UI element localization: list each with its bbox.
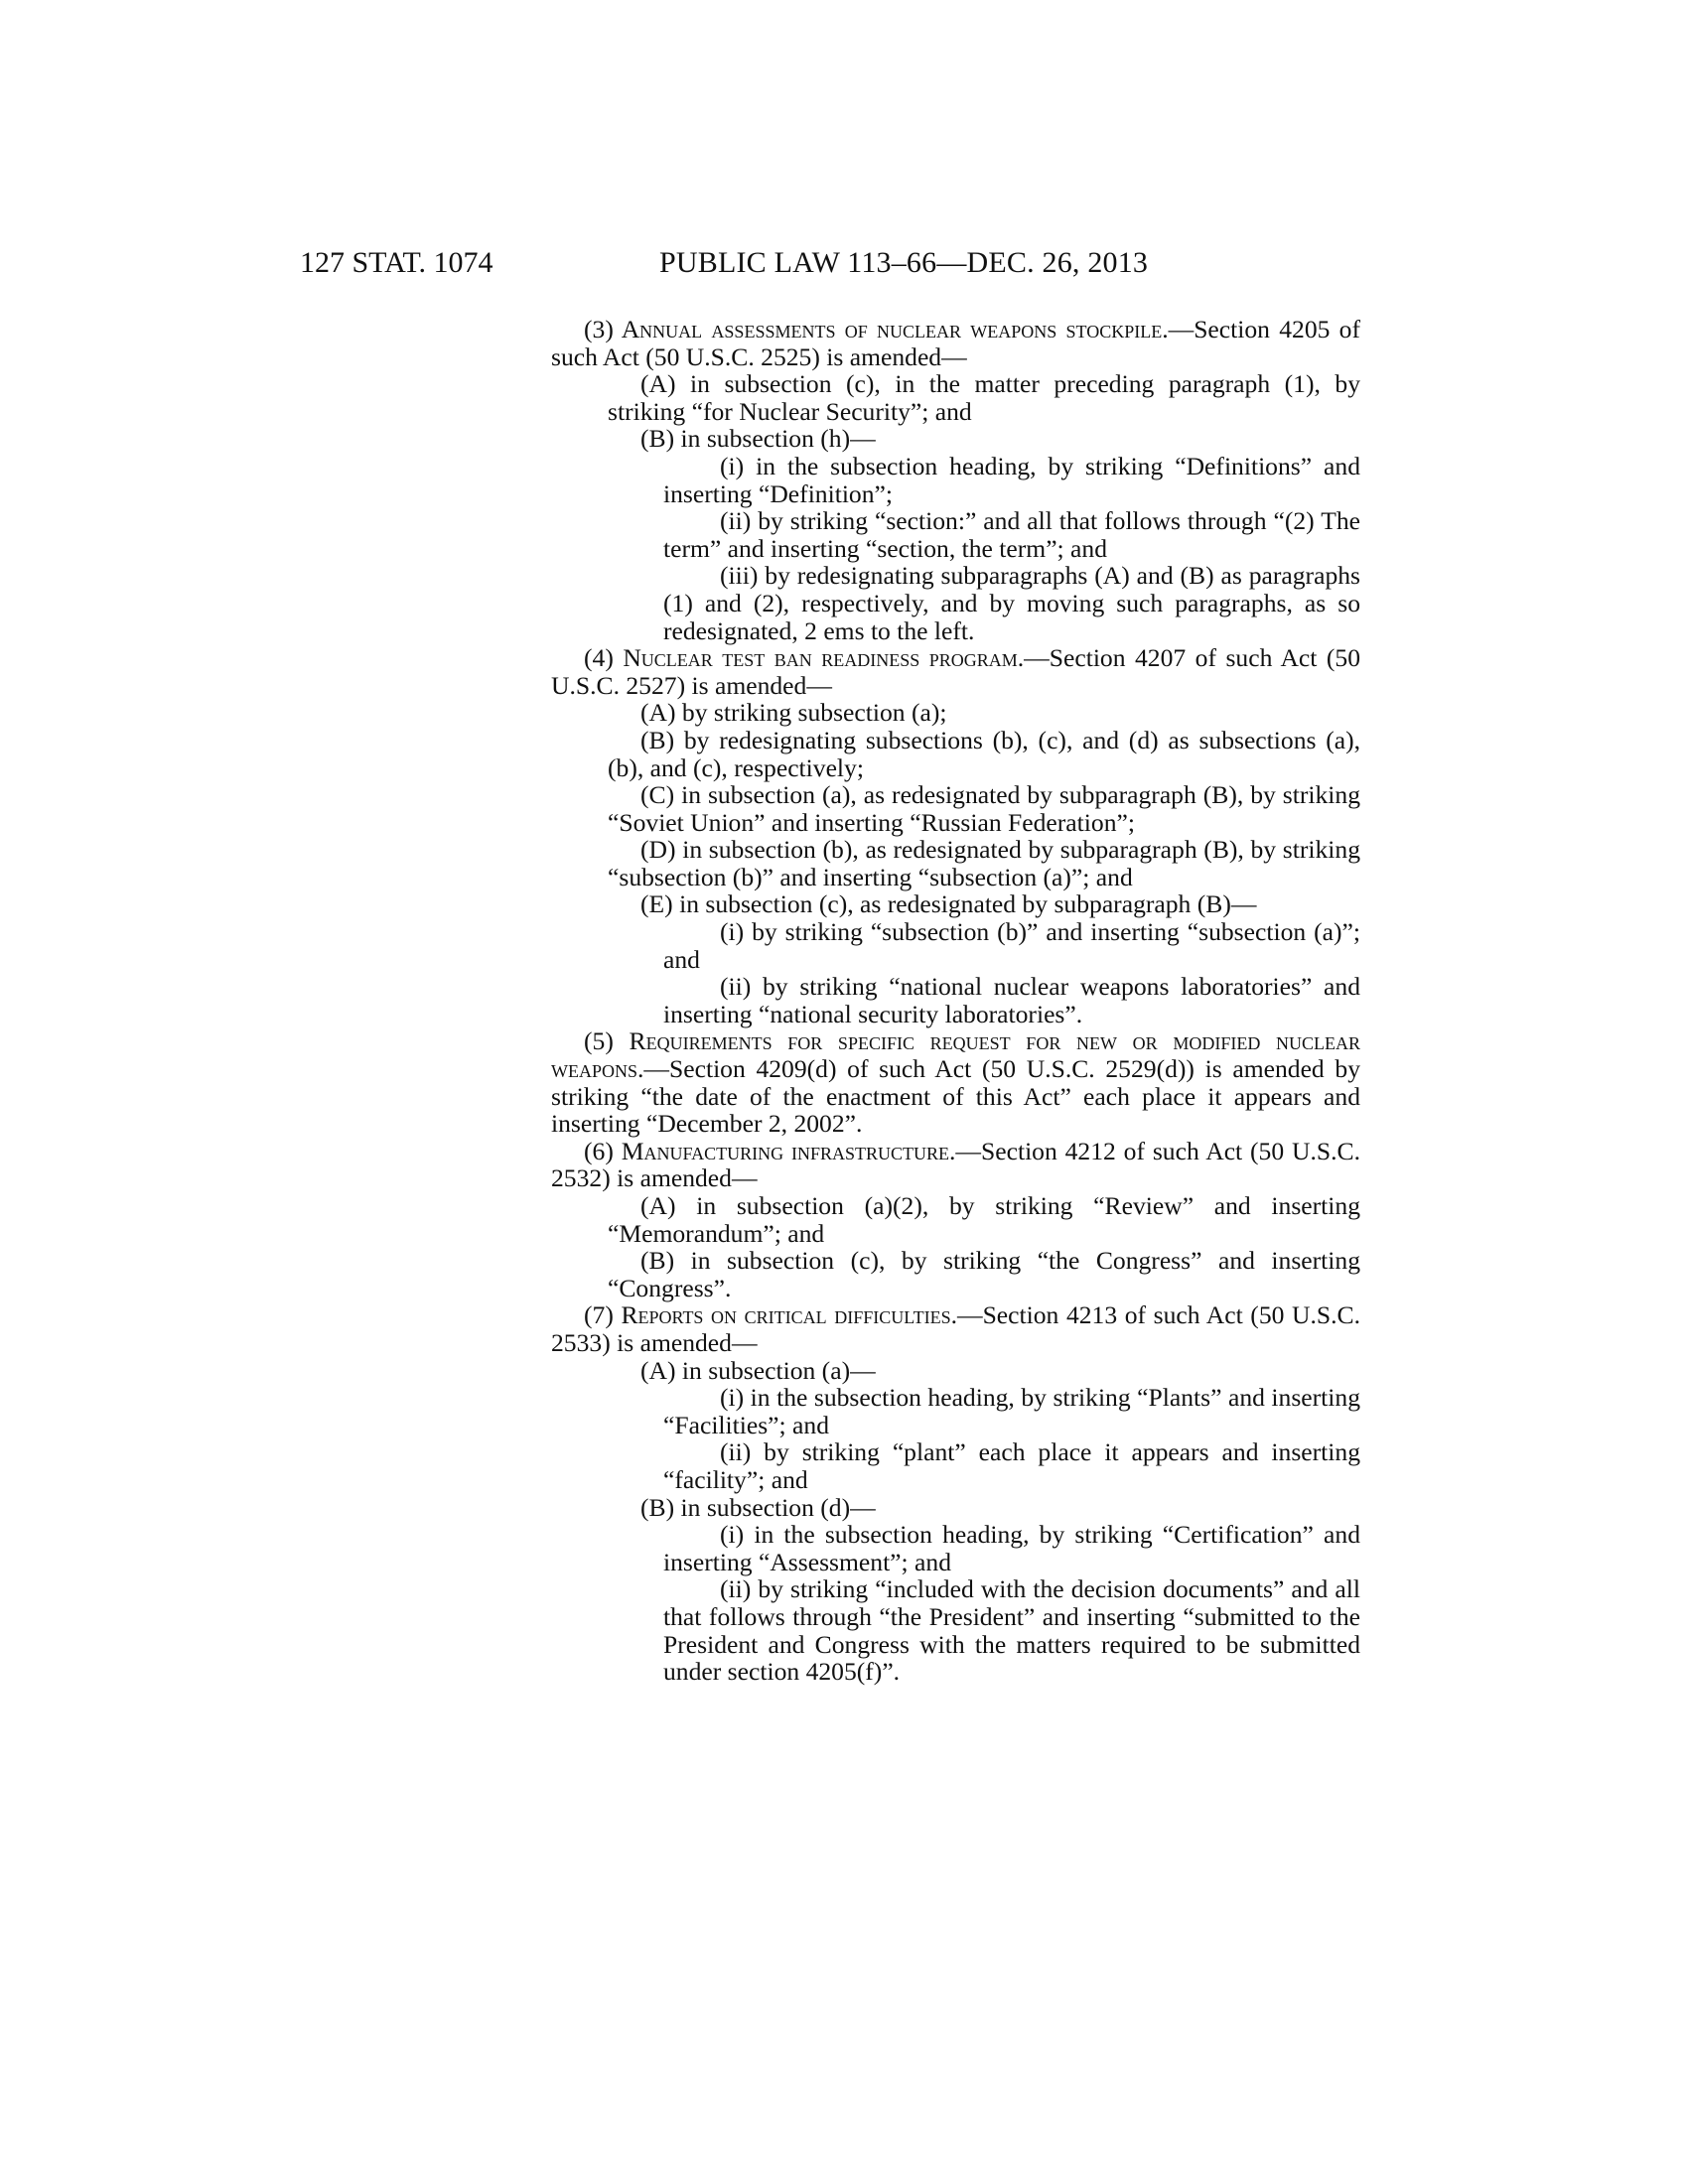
paragraph-text: (i) in the subsection heading, by striking “Plants” and inserting “Facilities”; and: [663, 1383, 1360, 1439]
paragraph-text: (i) in the subsection heading, by striking “Certification” and inserting “Assessment”; and: [663, 1520, 1360, 1576]
subparagraph: [551, 507, 1360, 562]
section-paragraph: [551, 1301, 1360, 1356]
running-header: PUBLIC LAW 113–66—DEC. 26, 2013: [659, 246, 1149, 279]
paragraph-text: —Section 4212 of such Act (50 U.S.C. 2532) is amended—: [551, 1136, 1360, 1193]
paragraph-text: (B) in subsection (h)—: [640, 424, 876, 454]
subparagraph: [551, 1438, 1360, 1493]
section-paragraph: [551, 316, 1360, 370]
section-paragraph: [551, 1138, 1360, 1192]
subparagraph: [551, 918, 1360, 973]
subparagraph: [551, 1494, 1360, 1522]
paragraph-text: (ii) by striking “section:” and all that follows through “(2) The term” and inserting “section, the term”; and: [663, 506, 1360, 563]
subparagraph: [551, 727, 1360, 781]
paragraph-text: (A) in subsection (c), in the matter preceding paragraph (1), by striking “for Nuclear Security”; and: [608, 369, 1360, 426]
section-paragraph: [551, 644, 1360, 699]
paragraph-text: (B) in subsection (c), by striking “the Congress” and inserting “Congress”.: [608, 1246, 1360, 1302]
paragraph-text: (ii) by striking “plant” each place it appears and inserting “facility”; and: [663, 1437, 1360, 1494]
paragraph-heading: (4) Nuclear test ban readiness program.: [584, 643, 1025, 673]
subparagraph: [551, 1192, 1360, 1247]
stat-page-number: 127 STAT. 1074: [300, 246, 493, 279]
paragraph-heading: (6) Manufacturing infrastructure.: [584, 1136, 956, 1165]
subparagraph: [551, 1384, 1360, 1438]
subparagraph: [551, 973, 1360, 1027]
paragraph-text: (A) by striking subsection (a);: [640, 698, 947, 728]
paragraph-text: (C) in subsection (a), as redesignated by subparagraph (B), by striking “Soviet Union” and inserting “Russian Federation”;: [608, 780, 1360, 837]
paragraph-text: (ii) by striking “national nuclear weapons laboratories” and inserting “national security laboratories”.: [663, 972, 1360, 1028]
subparagraph: [551, 890, 1360, 918]
subparagraph: [551, 453, 1360, 507]
section-paragraph: [551, 1027, 1360, 1137]
paragraph-text: (E) in subsection (c), as redesignated by subparagraph (B)—: [640, 889, 1257, 919]
paragraph-text: (iii) by redesignating subparagraphs (A) and (B) as paragraphs (1) and (2), respectively, and by moving such paragraphs, as so redesignated, 2 ems to the left.: [663, 561, 1360, 645]
subparagraph: [551, 425, 1360, 453]
subparagraph: [551, 370, 1360, 425]
subparagraph: [551, 781, 1360, 836]
paragraph-text: —Section 4209(d) of such Act (50 U.S.C. 2529(d)) is amended by striking “the date of the enactment of this Act” each place it appears and inserting “December 2, 2002”.: [551, 1054, 1360, 1139]
subparagraph: [551, 562, 1360, 644]
paragraph-text: (i) by striking “subsection (b)” and inserting “subsection (a)”; and: [663, 917, 1360, 974]
paragraph-text: (A) in subsection (a)(2), by striking “Review” and inserting “Memorandum”; and: [608, 1191, 1360, 1248]
paragraph-heading: (3) Annual assessments of nuclear weapons stockpile.: [584, 315, 1169, 343]
paragraph-text: —Section 4213 of such Act (50 U.S.C. 2533) is amended—: [551, 1300, 1360, 1357]
paragraph-text: (A) in subsection (a)—: [640, 1355, 876, 1385]
paragraph-text: (D) in subsection (b), as redesignated by subparagraph (B), by striking “subsection (b)” and inserting “subsection (a)”; and: [608, 835, 1360, 891]
paragraph-text: (ii) by striking “included with the decision documents” and all that follows through “the President” and inserting “submitted to the President and Congress with the matters required to be submitted under section 4205(f)”.: [663, 1574, 1360, 1687]
subparagraph: [551, 1575, 1360, 1685]
subparagraph: [551, 836, 1360, 890]
subparagraph: [551, 1521, 1360, 1575]
paragraph-text: (B) in subsection (d)—: [640, 1492, 876, 1522]
paragraph-heading: (5) Requirements for specific request for new or modified nuclear weapons.: [551, 1026, 1360, 1084]
paragraph-heading: (7) Reports on critical difficulties.: [584, 1300, 957, 1330]
paragraph-text: —Section 4205 of such Act (50 U.S.C. 2525) is amended—: [551, 315, 1360, 371]
paragraph-text: (B) by redesignating subsections (b), (c), and (d) as subsections (a), (b), and (c), respectively;: [608, 725, 1360, 782]
paragraph-text: —Section 4207 of such Act (50 U.S.C. 2527) is amended—: [551, 643, 1360, 700]
paragraph-text: (i) in the subsection heading, by striking “Definitions” and inserting “Definition”;: [663, 451, 1360, 508]
subparagraph: [551, 1247, 1360, 1301]
subparagraph: [551, 699, 1360, 727]
document-body: [551, 316, 1360, 1686]
subparagraph: [551, 1357, 1360, 1385]
